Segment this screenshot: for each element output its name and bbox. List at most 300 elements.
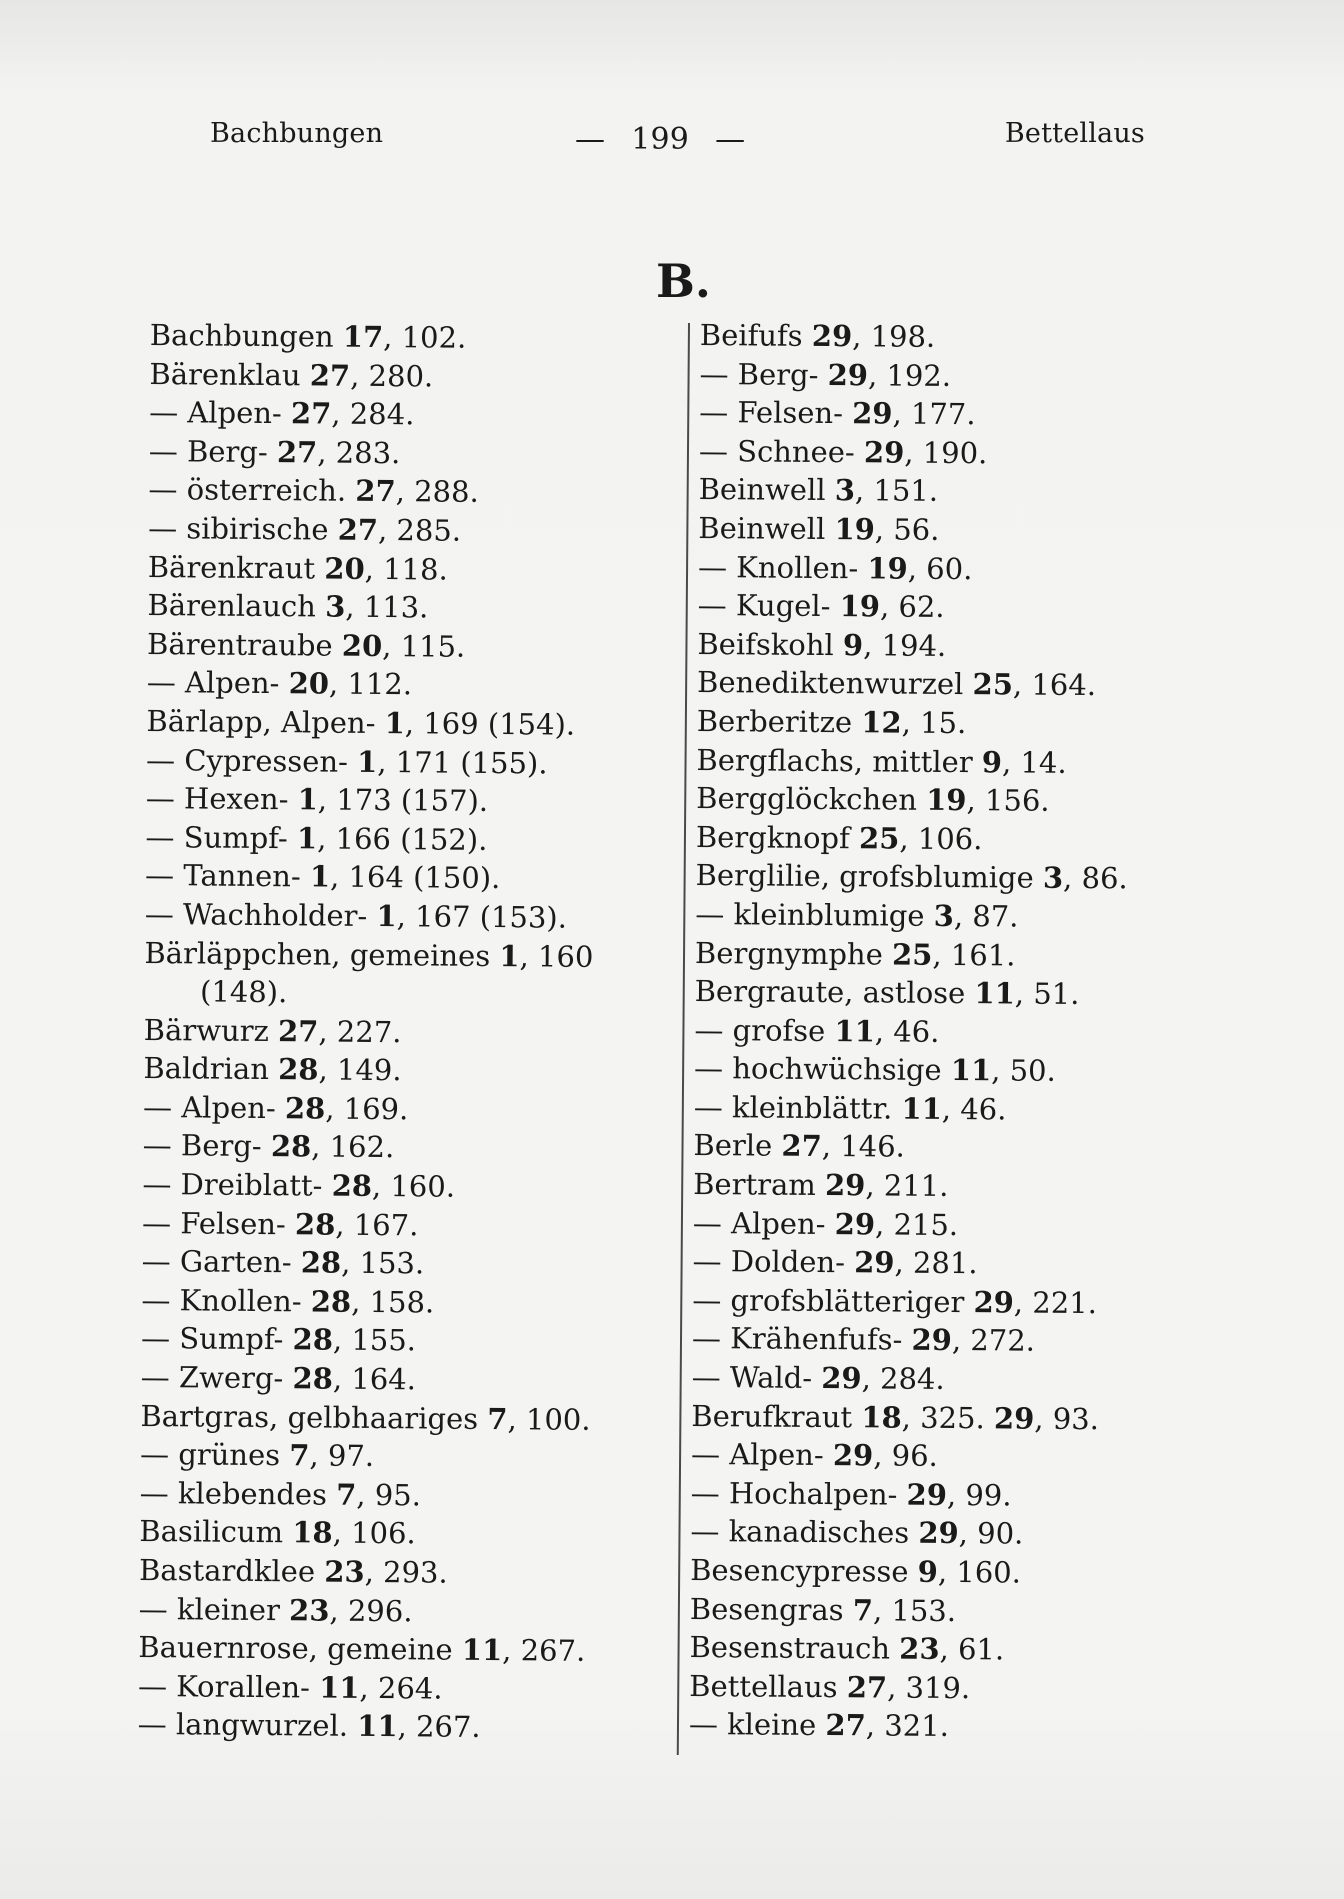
entry-page-ref: 267.: [415, 1709, 481, 1745]
section-letter: B.: [656, 254, 711, 308]
entry-page-ref: 115.: [400, 628, 466, 664]
entry-page-ref-extra: 93.: [1052, 1401, 1100, 1436]
entry-page-ref: 156.: [984, 783, 1050, 818]
entry-term: Bärenkraut: [147, 549, 316, 586]
entry-page-ref: 95.: [374, 1477, 422, 1513]
entry-volume: 11: [834, 1013, 875, 1049]
entry-volume: 27: [309, 357, 351, 393]
entry-volume: 1: [309, 859, 331, 894]
entry-term: Bettellaus: [689, 1668, 838, 1704]
index-entry: — österreich. 27, 288.: [148, 472, 479, 510]
entry-term: — Wald-: [691, 1359, 813, 1395]
index-entry: Bartgras, gelbhaariges 7, 100.: [140, 1398, 591, 1437]
entry-page-ref: 86.: [1081, 861, 1128, 896]
entry-volume: 29: [811, 318, 853, 354]
header-right-catchword: Bettellaus: [1004, 118, 1145, 149]
entry-term: — Alpen-: [692, 1205, 826, 1241]
entry-volume: 28: [270, 1129, 312, 1164]
entry-term: Bertram: [693, 1167, 816, 1202]
index-entry: — Garten- 28, 153.: [141, 1244, 425, 1281]
entry-term: — Dreiblatt-: [142, 1167, 323, 1203]
index-entry: — grofse 11, 46.: [694, 1012, 940, 1049]
index-entry: Benediktenwurzel 25, 164.: [696, 665, 1097, 703]
index-entry: — kleine 27, 321.: [688, 1707, 950, 1744]
entry-volume: 3: [325, 589, 346, 624]
entry-term: Beifskohl: [697, 626, 834, 662]
entry-term: — österreich.: [148, 472, 347, 509]
entry-volume: 29: [918, 1516, 959, 1551]
entry-term: Bergflachs, mittler: [696, 742, 973, 779]
entry-page-ref: 160: [537, 938, 594, 974]
entry-term: — grofse: [694, 1012, 826, 1048]
entry-term: — Dolden-: [692, 1244, 846, 1280]
entry-volume: 29: [852, 396, 893, 431]
entry-volume: 1: [297, 782, 319, 817]
index-entry: — Sumpf- 1, 166 (152).: [145, 819, 488, 857]
entry-term: Benediktenwurzel: [696, 665, 964, 702]
entry-term: — Schnee-: [698, 433, 855, 470]
entry-volume: 25: [972, 667, 1014, 702]
entry-volume: 29: [854, 1245, 895, 1280]
entry-page-ref: 90.: [977, 1516, 1024, 1551]
entry-volume: 27: [781, 1129, 822, 1164]
index-entry: — Dolden- 29, 281.: [692, 1244, 978, 1281]
entry-term: — Alpen-: [142, 1089, 276, 1126]
entry-volume: 28: [278, 1052, 319, 1087]
entry-term: Beinwell: [698, 510, 826, 546]
entry-volume: 1: [376, 898, 397, 934]
entry-page-ref: 155.: [351, 1323, 417, 1358]
entry-volume: 11: [461, 1632, 503, 1668]
running-header: [210, 118, 1145, 158]
index-entry: Bärenkraut 20, 118.: [147, 549, 448, 587]
index-entry: Bergglöckchen 19, 156.: [696, 781, 1050, 818]
index-entry: — Alpen- 29, 215.: [692, 1205, 959, 1242]
entry-page-ref: 14.: [1020, 745, 1067, 780]
entry-page-ref: 171 (155).: [395, 744, 548, 781]
index-entry: — Hochalpen- 29, 99.: [690, 1475, 1012, 1513]
index-entry: — klebendes 7, 95.: [139, 1475, 422, 1513]
entry-term: — Alpen-: [149, 395, 282, 431]
entry-volume: 18: [861, 1399, 902, 1435]
entry-page-ref: 227.: [336, 1014, 402, 1049]
entry-term: Beifufs: [699, 317, 803, 353]
entry-page-ref: 167 (153).: [414, 899, 568, 935]
entry-volume: 20: [324, 551, 365, 586]
index-entry: — Krähenfufs- 29, 272.: [691, 1321, 1036, 1359]
index-entry: — Kugel- 19, 62.: [697, 588, 945, 625]
entry-page-ref: 106.: [350, 1516, 416, 1551]
entry-page-ref: 296.: [347, 1593, 413, 1628]
entry-page-ref: 153.: [359, 1246, 425, 1281]
index-entry: — Hexen- 1, 173 (157).: [145, 781, 489, 819]
entry-term: Berberitze: [696, 703, 853, 740]
entry-volume: 23: [289, 1592, 330, 1628]
entry-page-ref: 284.: [879, 1361, 945, 1396]
entry-volume: 28: [310, 1284, 352, 1319]
index-entry: — Sumpf- 28, 155.: [140, 1321, 417, 1358]
entry-volume: 19: [926, 782, 967, 818]
entry-page-ref: 280.: [368, 358, 434, 394]
entry-page-ref: 169.: [343, 1091, 409, 1127]
entry-volume: 29: [911, 1323, 953, 1358]
entry-page-ref: 283.: [335, 435, 401, 470]
entry-volume: 3: [1042, 861, 1064, 896]
entry-term: — Felsen-: [141, 1205, 286, 1241]
entry-volume: 28: [284, 1091, 326, 1126]
entry-term: Bergglöckchen: [696, 781, 918, 817]
entry-volume: 29: [827, 357, 869, 392]
entry-term: Berufkraut: [691, 1398, 853, 1434]
entry-term: Bärenklau: [149, 356, 301, 392]
index-entry: Beinwell 3, 151.: [698, 472, 939, 509]
entry-page-ref: 164 (150).: [348, 860, 501, 896]
index-entry: Bastardklee 23, 293.: [138, 1552, 448, 1590]
index-entry: — Tannen- 1, 164 (150).: [144, 858, 501, 896]
entry-term: Besengras: [689, 1591, 844, 1627]
entry-volume: 20: [288, 666, 330, 701]
entry-term: — Tannen-: [144, 858, 301, 894]
entry-volume: 7: [336, 1477, 357, 1512]
entry-term: — kleinblumige: [695, 896, 925, 933]
index-entry: Berle 27, 146.: [693, 1128, 905, 1165]
entry-page-ref: 160.: [390, 1169, 456, 1204]
entry-volume: 11: [950, 1053, 992, 1088]
index-entry: Bergraute, astlose 11, 51.: [694, 974, 1080, 1012]
entry-volume: 29: [821, 1361, 862, 1396]
entry-page-ref: 51.: [1033, 976, 1080, 1012]
index-entry: — sibirische 27, 285.: [148, 510, 462, 548]
entry-term: — Berg-: [148, 433, 268, 469]
entry-page-ref: 46.: [893, 1014, 940, 1049]
entry-page-ref: 56.: [893, 512, 940, 547]
entry-term: — hochwüchsige: [693, 1051, 942, 1088]
entry-volume: 1: [356, 744, 378, 779]
entry-page-ref: 285.: [396, 513, 462, 548]
entry-term: — Berg-: [699, 356, 819, 392]
index-entry: Bärenklau 27, 280.: [149, 356, 434, 394]
page-number-block: [575, 122, 745, 157]
entry-volume: 9: [917, 1554, 939, 1589]
entry-page-ref: 50.: [1009, 1053, 1056, 1089]
entry-page-ref: 173 (157).: [336, 782, 489, 819]
entry-volume: 3: [933, 898, 955, 933]
entry-page-ref: 160.: [956, 1555, 1022, 1590]
index-entry: — kleiner 23, 296.: [138, 1591, 413, 1628]
index-entry: — kleinblättr. 11, 46.: [693, 1089, 1007, 1127]
entry-term: — Knollen-: [697, 549, 859, 585]
entry-term: Besencypresse: [690, 1552, 909, 1589]
entry-page-ref: 272.: [970, 1323, 1036, 1359]
entry-page-ref: 15.: [919, 705, 967, 741]
entry-page-ref: 100.: [525, 1401, 591, 1437]
entry-page-ref: 106.: [917, 821, 983, 856]
entry-page-ref: 149.: [336, 1052, 402, 1088]
entry-term: — grofsblätteriger: [692, 1282, 965, 1319]
entry-term: Bergnymphe: [694, 935, 884, 971]
index-entry: Beinwell 19, 56.: [698, 510, 940, 547]
header-dash-right: —: [715, 122, 746, 157]
entry-term: Beinwell: [698, 472, 826, 508]
entry-page-ref: 146.: [840, 1129, 905, 1165]
entry-term: Bergknopf: [695, 819, 850, 855]
entry-volume: 1: [384, 706, 406, 741]
entry-term: — Kugel-: [697, 588, 831, 624]
index-entry: Bärentraube 20, 115.: [146, 626, 466, 664]
entry-volume: 7: [852, 1592, 874, 1627]
entry-term: Bärläppchen, gemeines: [144, 935, 491, 973]
index-entry: — Cypressen- 1, 171 (155).: [145, 742, 548, 781]
entry-page-ref: 321.: [884, 1708, 950, 1744]
entry-volume: 23: [899, 1631, 940, 1667]
entry-page-ref: 99.: [965, 1477, 1012, 1513]
entry-page-ref: 211.: [883, 1168, 949, 1204]
entry-volume: 29: [973, 1285, 1015, 1320]
entry-page-ref: 281.: [912, 1245, 978, 1281]
entry-term: Bärwurz: [143, 1012, 270, 1048]
entry-volume: 11: [319, 1670, 360, 1705]
index-entry: Basilicum 18, 106.: [139, 1514, 416, 1551]
entry-volume: 25: [891, 937, 933, 972]
entry-page-ref: 113.: [363, 590, 429, 625]
entry-volume: 28: [331, 1168, 373, 1204]
index-entry: — Dreiblatt- 28, 160.: [142, 1167, 456, 1204]
index-entry: Bärenlauch 3, 113.: [147, 588, 429, 625]
index-entry: Bärlapp, Alpen- 1, 169 (154).: [146, 703, 576, 742]
entry-page-ref: 177.: [910, 396, 976, 432]
index-entry: — Schnee- 29, 190.: [698, 433, 988, 471]
entry-page-ref: 118.: [383, 551, 448, 587]
index-entry: Bachbungen 17, 102.: [149, 317, 467, 355]
index-entry: — Alpen- 27, 284.: [149, 395, 415, 432]
index-entry: — Alpen- 29, 96.: [690, 1437, 938, 1474]
entry-volume: 27: [355, 474, 396, 509]
entry-page-ref: 87.: [972, 899, 1019, 934]
entry-term: Bauernrose, gemeine: [138, 1630, 453, 1667]
index-entry: — langwurzel. 11, 267.: [137, 1707, 481, 1745]
entry-term: Bergraute, astlose: [694, 974, 966, 1011]
entry-page-ref: 62.: [898, 589, 945, 625]
page-number: 199: [631, 122, 690, 157]
entry-volume: 3: [834, 473, 856, 508]
index-entry: Berufkraut 18, 325. 29, 93.: [691, 1398, 1100, 1436]
entry-volume: 29: [906, 1477, 948, 1512]
index-entry: Bärwurz 27, 227.: [143, 1012, 402, 1049]
entry-term: — Alpen-: [146, 665, 280, 701]
entry-volume: 27: [337, 512, 379, 547]
index-entry: — Korallen- 11, 264.: [137, 1668, 443, 1706]
header-left-catchword: Bachbungen: [210, 118, 384, 149]
entry-page-ref: 161.: [950, 937, 1016, 972]
entry-page-ref: 97.: [327, 1438, 375, 1474]
entry-term: Berle: [693, 1128, 773, 1164]
index-entry: — Knollen- 28, 158.: [141, 1282, 435, 1320]
entry-term: — grünes: [139, 1437, 281, 1473]
entry-page-ref: 167.: [353, 1207, 419, 1243]
entry-term: — Berg-: [142, 1128, 262, 1164]
index-entry: — Alpen- 20, 112.: [146, 665, 413, 702]
entry-volume: 27: [290, 396, 332, 431]
entry-volume: 12: [861, 705, 902, 740]
entry-volume: 1: [499, 938, 520, 973]
index-entry: — kanadisches 29, 90.: [690, 1514, 1024, 1551]
entry-term: Basilicum: [139, 1514, 284, 1550]
index-entry: — kleinblumige 3, 87.: [695, 896, 1019, 934]
entry-term: — Sumpf-: [140, 1321, 284, 1357]
entry-continuation: (148).: [199, 974, 288, 1010]
entry-term: — klebendes: [139, 1475, 328, 1512]
entry-page-ref: 264.: [377, 1670, 443, 1706]
entry-volume: 7: [289, 1438, 310, 1473]
entry-term: — langwurzel.: [137, 1707, 349, 1744]
entry-term: Bärlapp, Alpen-: [146, 703, 376, 740]
entry-term: Bärenlauch: [147, 588, 317, 624]
entry-volume: 29: [832, 1438, 874, 1473]
entry-volume: 11: [357, 1709, 398, 1744]
entry-page-ref: 267.: [520, 1633, 586, 1669]
entry-volume: 9: [842, 627, 864, 663]
index-entry: Bärläppchen, gemeines 1, 160 (148).: [144, 933, 680, 1015]
index-entry: Besengras 7, 153.: [689, 1591, 957, 1628]
entry-page-ref: 166 (152).: [335, 821, 488, 857]
index-entry: Baldrian 28, 149.: [143, 1051, 402, 1088]
index-entry: — grünes 7, 97.: [139, 1437, 375, 1474]
entry-term: — Knollen-: [141, 1282, 302, 1319]
index-column-left: [138, 316, 685, 1749]
entry-volume: 28: [292, 1361, 334, 1396]
entry-page-ref: 325.: [920, 1400, 985, 1435]
entry-volume: 23: [324, 1554, 365, 1589]
entry-volume: 19: [834, 512, 876, 547]
entry-term: — Zwerg-: [140, 1359, 284, 1396]
entry-term: — Garten-: [141, 1244, 292, 1280]
entry-page-ref: 194.: [881, 628, 947, 663]
entry-volume: 27: [825, 1708, 866, 1743]
entry-volume: 1: [296, 821, 318, 856]
index-entry: — grofsblätteriger 29, 221.: [692, 1282, 1098, 1320]
entry-volume: 9: [981, 744, 1003, 779]
index-entry: — Wald- 29, 284.: [691, 1359, 945, 1396]
entry-volume: 29: [834, 1206, 876, 1242]
entry-term: — Alpen-: [690, 1437, 824, 1473]
entry-page-ref: 61.: [957, 1632, 1005, 1667]
entry-volume: 27: [277, 1013, 319, 1049]
entry-page-ref: 46.: [960, 1091, 1007, 1127]
index-entry: Bergknopf 25, 106.: [695, 819, 983, 856]
index-entry: — Alpen- 28, 169.: [142, 1089, 409, 1127]
entry-volume: 19: [867, 550, 908, 586]
entry-page-ref: 102.: [401, 320, 467, 355]
entry-page-ref: 169 (154).: [423, 706, 576, 742]
entry-term: Bastardklee: [138, 1552, 316, 1589]
entry-page-ref: 319.: [905, 1670, 971, 1705]
index-entry: — Wachholder- 1, 167 (153).: [144, 896, 568, 935]
entry-volume: 27: [276, 434, 318, 470]
entry-volume: 11: [901, 1091, 943, 1126]
index-entry: Bertram 29, 211.: [693, 1167, 949, 1204]
entry-term: — Sumpf-: [145, 819, 288, 855]
entry-term: — Hochalpen-: [690, 1475, 898, 1512]
entry-volume: 20: [341, 628, 383, 663]
index-entry: Besenstrauch 23, 61.: [689, 1630, 1005, 1667]
entry-volume: 29: [863, 435, 905, 470]
entry-term: — Hexen-: [145, 781, 289, 817]
index-entry: Beifufs 29, 198.: [699, 317, 936, 354]
entry-volume: 7: [487, 1401, 508, 1436]
index-entry: — Felsen- 28, 167.: [141, 1205, 419, 1243]
entry-page-ref: 284.: [349, 396, 415, 432]
index-entry: — Berg- 28, 162.: [142, 1128, 395, 1165]
entry-volume-extra: 29: [993, 1400, 1035, 1436]
index-entry: Berglilie, grofsblumige 3, 86.: [695, 858, 1128, 896]
header-dash-left: —: [575, 122, 606, 157]
index-entry: Bergflachs, mittler 9, 14.: [696, 742, 1067, 780]
entry-term: Berglilie, grofsblumige: [695, 858, 1034, 895]
entry-page-ref: 221.: [1032, 1285, 1098, 1320]
index-entry: Berberitze 12, 15.: [696, 703, 967, 741]
index-entry: — Zwerg- 28, 164.: [140, 1359, 417, 1397]
index-entry: Bauernrose, gemeine 11, 267.: [138, 1630, 586, 1669]
entry-volume: 19: [839, 589, 881, 624]
entry-page-ref: 293.: [382, 1555, 448, 1590]
entry-volume: 25: [858, 820, 900, 856]
entry-term: — kleinblättr.: [693, 1089, 893, 1126]
entry-page-ref: 153.: [891, 1593, 957, 1628]
entry-volume: 18: [292, 1515, 333, 1551]
entry-page-ref: 190.: [922, 435, 988, 471]
entry-term: — kleine: [688, 1707, 817, 1743]
entry-term: — sibirische: [148, 510, 329, 547]
entry-term: — kanadisches: [690, 1514, 910, 1551]
entry-term: — Wachholder-: [144, 896, 368, 933]
entry-term: Bachbungen: [149, 317, 334, 354]
entry-page-ref: 164.: [351, 1361, 417, 1397]
entry-term: — Felsen-: [699, 395, 844, 431]
entry-term: — Korallen-: [137, 1668, 311, 1705]
index-entry: — Berg- 27, 283.: [148, 433, 401, 470]
entry-volume: 17: [342, 319, 384, 355]
entry-term: Baldrian: [143, 1051, 270, 1087]
index-entry: Bettellaus 27, 319.: [689, 1668, 971, 1705]
entry-term: Bartgras, gelbhaariges: [140, 1398, 479, 1436]
entry-page-ref: 60.: [926, 551, 973, 586]
index-entry: — Knollen- 19, 60.: [697, 549, 973, 586]
entry-volume: 27: [846, 1669, 888, 1705]
index-entry: — Felsen- 29, 177.: [699, 395, 976, 432]
entry-term: — Krähenfufs-: [691, 1321, 903, 1358]
entry-volume: 28: [300, 1245, 342, 1280]
entry-term: Besenstrauch: [689, 1630, 891, 1666]
index-entry: Besencypresse 9, 160.: [690, 1552, 1022, 1590]
entry-page-ref: 158.: [369, 1284, 435, 1320]
index-column-right: [689, 316, 1180, 1748]
entry-volume: 28: [292, 1322, 334, 1358]
index-entry: — hochwüchsige 11, 50.: [693, 1051, 1056, 1089]
entry-page-ref: 192.: [886, 358, 952, 393]
entry-page-ref: 162.: [329, 1130, 395, 1165]
entry-page-ref: 164.: [1031, 667, 1097, 703]
entry-volume: 29: [824, 1168, 866, 1203]
index-entry: Bergnymphe 25, 161.: [694, 935, 1016, 972]
entry-term: Bärentraube: [146, 626, 333, 663]
entry-term: — Cypressen-: [145, 742, 349, 779]
index-entry: Beifskohl 9, 194.: [697, 626, 947, 663]
entry-page-ref: 96.: [891, 1438, 938, 1474]
entry-term: — kleiner: [138, 1591, 281, 1627]
entry-page-ref: 215.: [893, 1207, 959, 1242]
entry-page-ref: 151.: [873, 473, 939, 509]
entry-page-ref: 112.: [347, 667, 413, 702]
